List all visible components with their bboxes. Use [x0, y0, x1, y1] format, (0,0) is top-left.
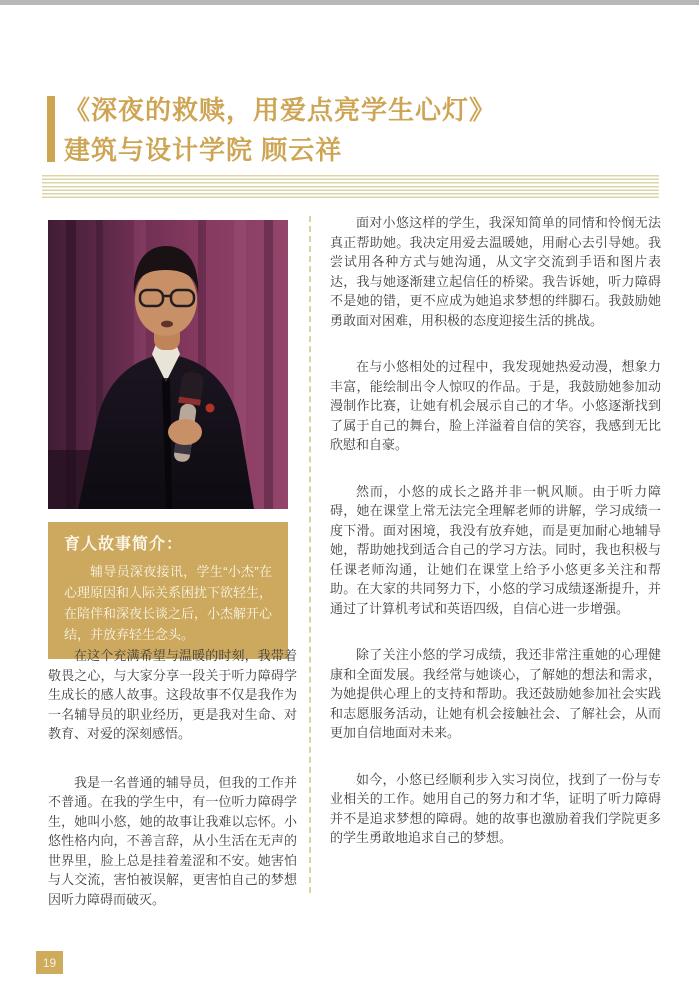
right-paragraph-3: 然而，小悠的成长之路并非一帆风顺。由于听力障碍，她在课堂上常无法完全理解老师的讲解，学习成绩一度下滑。面对困境，我没有放弃她，而是更加耐心地辅导她，帮助她找到适合自己的学习方法。同时，我也积极与任课老师沟通，让她们在课堂上给予小悠更多关注和帮助。在大家的共同努力下，小悠的学习成绩逐渐提升，并通过了计算机考试和英语四级，自信心进一步增强。 — [330, 483, 661, 616]
story-summary-box — [48, 522, 288, 659]
summary-body: 辅导员深夜接讯，学生“小杰”在心理原因和人际关系困扰下欲轻生，在陪伴和深夜长谈之后，小杰解开心结，并放弃轻生念头。 — [64, 564, 273, 642]
right-paragraph-5: 如今，小悠已经顺利步入实习岗位，找到了一份与专业相关的工作。她用自己的努力和才华，证明了听力障碍并不是追求梦想的障碍。她的故事也激励着我们学院更多的学生勇敢地追求自己的梦想。 — [330, 771, 661, 845]
decorative-rule-lines — [42, 175, 659, 200]
left-column-text — [48, 646, 297, 938]
speaker-photo-illustration — [48, 220, 288, 509]
summary-heading: 育人故事简介： — [64, 536, 184, 553]
right-paragraph-4: 除了关注小悠的学习成绩，我还非常注重她的心理健康和全面发展。我经常与她谈心，了解她的想法和需求，为她提供心理上的支持和帮助。我还鼓励她参加社会实践和志愿服务活动，让她有机会接触社会、了解社会，从而更加自信地面对未来。 — [330, 647, 661, 740]
right-paragraph-1: 面对小悠这样的学生，我深知简单的同情和怜悯无法真正帮助她。我决定用爱去温暖她，用耐心去引导她。我尝试用各种方式与她沟通，从文字交流到手语和图片表达，我与她逐渐建立起信任的桥梁。我告诉她，听力障碍不是她的错，更不应成为她追求梦想的绊脚石。我鼓励她勇敢面对困难，用积极的态度迎接生活的挑战。 — [330, 215, 661, 328]
right-paragraph-2: 在与小悠相处的过程中，我发现她热爱动漫，想象力丰富，能绘制出令人惊叹的作品。于是，我鼓励她参加动漫制作比赛，让她有机会展示自己的才华。小悠逐渐找到了属于自己的舞台，脸上洋溢着自信的笑容，我感到无比欣慰和自豪。 — [330, 359, 661, 452]
speaker-photo — [48, 220, 288, 509]
right-column-text — [330, 213, 661, 875]
page-title-line2: 建筑与设计学院 顾云祥 — [64, 135, 343, 165]
page-number-badge: 19 — [36, 951, 63, 974]
column-divider-dashed-line — [309, 216, 311, 893]
page-title-line1: 《深夜的救赎，用爱点亮学生心灯》 — [64, 95, 497, 125]
left-paragraph-1: 在这个充满希望与温暖的时刻，我带着敬畏之心，与大家分享一段关于听力障碍学生成长的感人故事。这段故事不仅是我作为一名辅导员的职业经历，更是我对生命、对教育、对爱的深刻感悟。 — [48, 648, 297, 741]
title-accent-bar — [47, 96, 55, 162]
page-title — [64, 90, 664, 170]
top-gray-bar — [0, 0, 699, 5]
left-paragraph-2: 我是一名普通的辅导员，但我的工作并不普通。在我的学生中，有一位听力障碍学生，她叫小悠，她的故事让我难以忘怀。小悠性格内向，不善言辞，从小生活在无声的世界里，脸上总是挂着羞涩和不安。她害怕与人交流，害怕被误解，更害怕自己的梦想因听力障碍而破灭。 — [48, 774, 297, 907]
